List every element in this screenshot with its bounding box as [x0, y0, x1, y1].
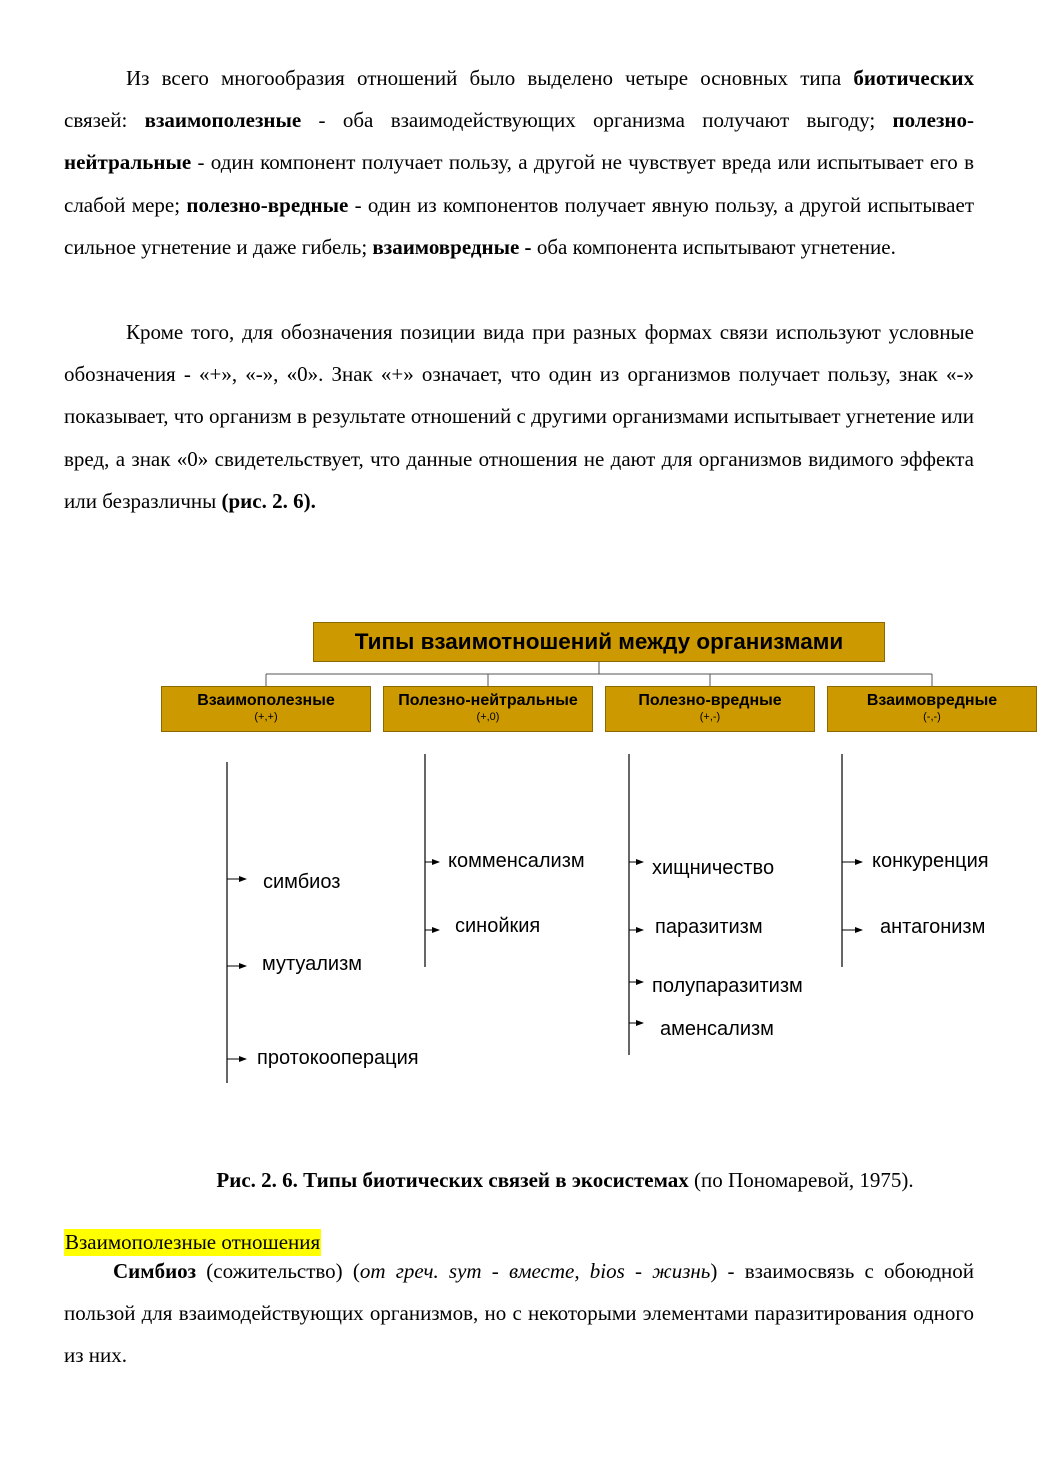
- item-antagonism: антагонизм: [880, 916, 986, 938]
- category-box-beneficial-harmful: [605, 686, 815, 732]
- item-symbiosis: симбиоз: [263, 871, 341, 893]
- category-sign: (-,-): [923, 711, 941, 723]
- category-sign: (+,-): [699, 711, 721, 723]
- item-competition: конкуренция: [872, 850, 989, 872]
- item-semiparasitism: полупаразитизм: [652, 975, 803, 997]
- category-name: Полезно-вредные: [638, 692, 782, 709]
- figure-caption: Рис. 2. 6. Типы биотических связей в экосистемах (по Пономаревой, 1975).: [216, 1168, 914, 1192]
- category-name: Взаимополезные: [197, 692, 335, 709]
- item-mutualism: мутуализм: [262, 953, 363, 975]
- item-parasitism: паразитизм: [655, 916, 763, 938]
- category-sign: (+,0): [476, 711, 500, 723]
- paragraph-symbiosis: Симбиоз (сожительство) (от греч. sym - вместе, bios - жизнь) - взаимосвязь с обоюдной пользой для взаимодействующих организмов, но с некоторыми элементами паразитирования одного из них.: [64, 1259, 974, 1368]
- category-box-mutually-harmful: [827, 686, 1037, 732]
- paragraph-biotic-types: Из всего многообразия отношений было выделено четыре основных типа биотических связей: взаимополезные - оба взаимодействующих организма получают выгоду; полезно-нейтральные - один компонент получает пользу, а другой не чувствует вреда или испытывает его в слабой мере; полезно-вредные - один из компонентов получает явную пользу, а другой испытывает сильное угнетение и даже гибель; взаимовредные - оба компонента испытывают угнетение.: [64, 66, 975, 259]
- item-amensalism: аменсализм: [660, 1018, 774, 1040]
- section-heading-highlighted: Взаимополезные отношения: [65, 1230, 321, 1254]
- category-name: Взаимовредные: [866, 692, 998, 709]
- item-protocooperation: протокооперация: [257, 1047, 419, 1069]
- category-sign: (+,+): [254, 711, 278, 723]
- item-commensalism: комменсализм: [448, 850, 585, 872]
- category-box-mutually-beneficial: [161, 686, 371, 732]
- category-box-beneficial-neutral: [383, 686, 593, 732]
- paragraph-signs: Кроме того, для обозначения позиции вида при разных формах связи используют условные обозначения - «+», «-», «0». Знак «+» означает, что один из организмов получает пользу, знак «-» показывает, что организм в результате отношений с другими организмами испытывает угнетение или вред, а знак «0» свидетельствует, что данные отношения не дают для организмов видимого эффекта или безразличны (рис. 2. 6).: [64, 320, 974, 513]
- category-name: Полезно-нейтральные: [398, 692, 578, 709]
- diagram-title: Типы взаимотношений между организмами: [313, 622, 885, 662]
- item-predation: хищничество: [652, 857, 775, 879]
- item-synoikia: синойкия: [455, 915, 541, 937]
